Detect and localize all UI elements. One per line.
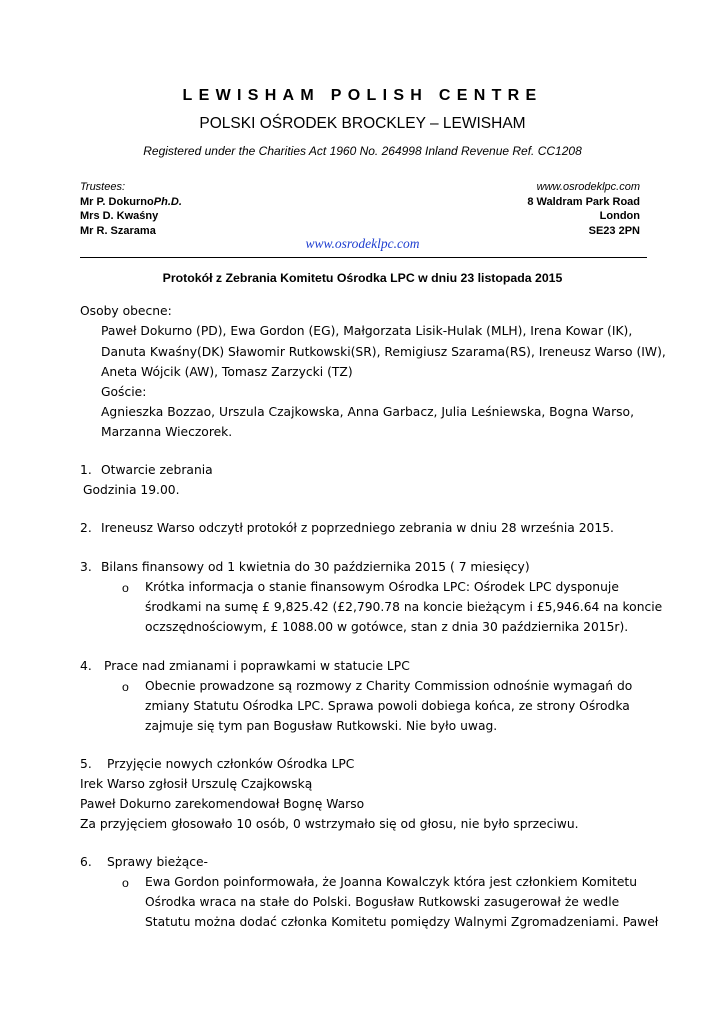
address-line-1: 8 Waldram Park Road: [527, 195, 640, 208]
trustee-1: Mr P. DokurnoPh.D.: [80, 195, 182, 208]
attendance-line: Paweł Dokurno (PD), Ewa Gordon (EG), Małgorzata Lisik-Hulak (MLH), Irena Kowar (IK),: [101, 324, 633, 338]
guests-line: Marzanna Wieczorek.: [101, 425, 233, 439]
trustees-label: Trustees:: [80, 181, 126, 193]
item-title: Przyjęcie nowych członków Ośrodka LPC: [107, 757, 355, 771]
organization-title: LEWISHAM POLISH CENTRE: [182, 87, 543, 104]
bullet-text: Krótka informacja o stanie finansowym Ośrodka LPC: Ośrodek LPC dysponuje: [145, 580, 619, 594]
item-text: Za przyjęciem głosowało 10 osób, 0 wstrzymało się od głosu, nie było sprzeciwu.: [80, 817, 579, 831]
registration-note: Registered under the Charities Act 1960 No. 264998 Inland Revenue Ref. CC1208: [143, 144, 582, 158]
item-number: 5.: [80, 757, 92, 771]
item-number: 2.: [80, 521, 92, 535]
bullet-marker: o: [122, 680, 129, 694]
trustee-3: Mr R. Szarama: [80, 224, 156, 237]
item-text: Godzinia 19.00.: [83, 483, 180, 497]
bullet-marker: o: [122, 876, 129, 890]
item-number: 3.: [80, 560, 92, 574]
item-text: Irek Warso zgłosił Urszulę Czajkowską: [80, 777, 313, 791]
bullet-text: oczszędnościowym, £ 1088.00 w gotówce, stan z dnia 30 października 2015r).: [145, 620, 629, 634]
bullet-text: środkami na sumę £ 9,825.42 (£2,790.78 na koncie bieżącym i £5,946.64 na koncie: [145, 600, 663, 614]
attendance-line: Danuta Kwaśny(DK) Sławomir Rutkowski(SR), Remigiusz Szarama(RS), Ireneusz Warso (IW),: [101, 345, 666, 359]
item-number: 1.: [80, 463, 92, 477]
address-line-2: London: [599, 210, 640, 222]
bullet-text: zmiany Statutu Ośrodka LPC. Sprawa powoli dobiega końca, ze strony Ośrodka: [145, 699, 630, 713]
bullet-text: Ośrodka wraca na stałe do Polski. Bogusław Rutkowski zasugerował że wedle: [145, 895, 620, 909]
attendance-line: Aneta Wójcik (AW), Tomasz Zarzycki (TZ): [101, 365, 353, 379]
item-number: 4.: [80, 659, 92, 673]
item-title: Bilans finansowy od 1 kwietnia do 30 października 2015 ( 7 miesięcy): [101, 560, 530, 574]
address-line-3: SE23 2PN: [588, 224, 640, 237]
header-divider: [80, 257, 647, 258]
item-title: Ireneusz Warso odczytł protokół z poprzedniego zebrania w dniu 28 września 2015.: [101, 521, 614, 535]
bullet-text: zajmuje się tym pan Bogusław Rutkowski. Nie było uwag.: [145, 719, 498, 733]
item-title: Sprawy bieżące-: [107, 855, 208, 869]
guests-label: Goście:: [101, 385, 147, 399]
website-link[interactable]: www.osrodeklpc.com: [305, 236, 420, 251]
bullet-text: Statutu można dodać członka Komitetu pomiędzy Walnymi Zgromadzeniami. Paweł: [145, 915, 659, 929]
item-title: Prace nad zmianami i poprawkami w statucie LPC: [104, 659, 410, 673]
trustee-2: Mrs D. Kwaśny: [80, 210, 159, 222]
document-title: Protokół z Zebrania Komitetu Ośrodka LPC w dniu 23 listopada 2015: [162, 271, 563, 285]
item-number: 6.: [80, 855, 92, 869]
bullet-text: Obecnie prowadzone są rozmowy z Charity Commission odnośnie wymagań do: [145, 679, 633, 693]
item-text: Paweł Dokurno zarekomendował Bognę Warso: [80, 797, 365, 811]
website-text: www.osrodeklpc.com: [536, 181, 640, 193]
bullet-text: Ewa Gordon poinformowała, że Joanna Kowalczyk która jest członkiem Komitetu: [145, 875, 637, 889]
letterhead-details: [80, 180, 640, 238]
organization-subtitle: POLSKI OŚRODEK BROCKLEY – LEWISHAM: [199, 115, 526, 132]
attendance-label: Osoby obecne:: [80, 304, 172, 318]
item-title: Otwarcie zebrania: [101, 463, 213, 477]
guests-line: Agnieszka Bozzao, Urszula Czajkowska, Anna Garbacz, Julia Leśniewska, Bogna Warso,: [101, 405, 634, 419]
bullet-marker: o: [122, 581, 129, 595]
